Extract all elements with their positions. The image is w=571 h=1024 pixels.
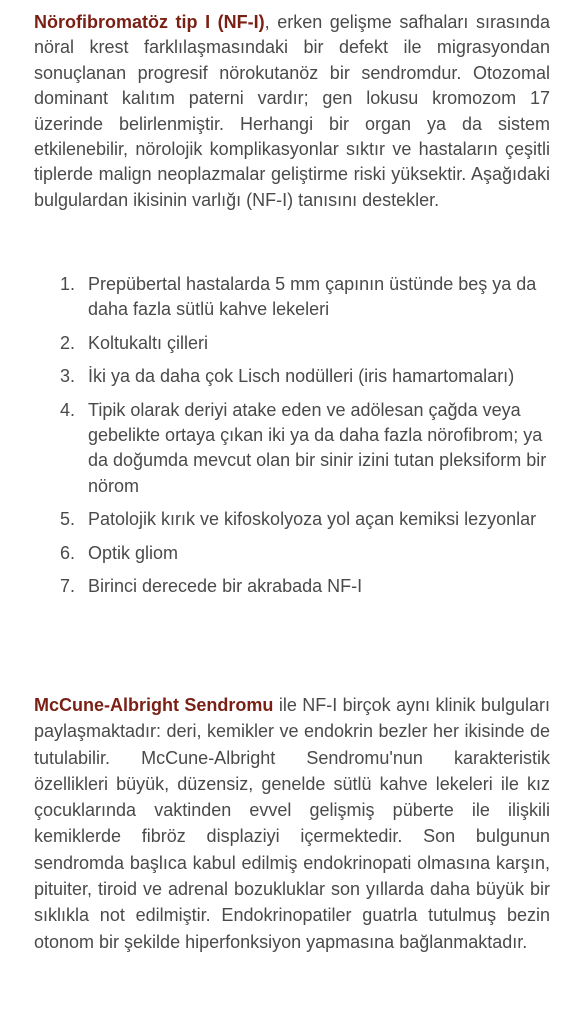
list-item	[60, 272, 552, 323]
list-text: Birinci derecede bir akrabada NF-I	[88, 576, 363, 597]
list-number: 3.	[60, 366, 76, 387]
list-item	[60, 331, 552, 356]
list-number: 6.	[60, 542, 76, 563]
nf1-heading: Nörofibromatöz tip I (NF-I)	[34, 12, 265, 32]
list-item	[60, 507, 552, 532]
nf1-intro-paragraph	[34, 10, 550, 213]
list-text: Optik gliom	[88, 542, 179, 563]
list-number: 7.	[60, 576, 76, 597]
list-text: Patolojik kırık ve kifoskolyoza yol açan kemiksi lezyonlar	[88, 509, 537, 530]
list-text: Koltukaltı çilleri	[88, 332, 209, 353]
list-item	[60, 574, 552, 599]
list-text: Tipik olarak deriyi atake eden ve adölesan çağda veya gebelikte ortaya çıkan iki ya da daha fazla nörofibrom; ya da doğumda mevcut olan bir sinir izini tutan pleksiform bir nörom	[88, 399, 547, 496]
list-item	[60, 364, 552, 389]
list-text: İki ya da daha çok Lisch nodülleri (iris hamartomaları)	[88, 366, 515, 387]
list-item	[60, 398, 552, 500]
list-number: 4.	[60, 399, 76, 420]
list-number: 5.	[60, 509, 76, 530]
mccune-albright-heading: McCune-Albright Sendromu	[34, 695, 274, 715]
list-text: Prepübertal hastalarda 5 mm çapının üstünde beş ya da daha fazla sütlü kahve lekeleri	[88, 274, 537, 320]
mccune-albright-text: ile NF-I birçok aynı klinik bulguları paylaşmaktadır: deri, kemikler ve endokrin bezler her ikisinde de tutulabilir. McCune-Albright Sendromu'nun karakteristik özellikleri büyük, düzensiz, genelde sütlü kahve lekeleri ile kız çocuklarında vaktinden evvel gelişmiş püberte ile ilişkili kemiklerde fibröz displaziyi içermektedir. Son bulgunun sendromda başlıca kabul edilmiş endokrinopati olmasına karşın, pituiter, tiroid ve adrenal bozukluklar son yıllarda daha büyük bir sıklıkla not edilmiştir. Endokrinopatiler guatrla tutulmuş bezin otonom bir şekilde hiperfonksiyon yapmasına bağlanmaktadır.	[34, 695, 550, 952]
list-item	[60, 541, 552, 566]
list-number: 2.	[60, 332, 76, 353]
list-number: 1.	[60, 274, 76, 294]
mccune-albright-paragraph	[34, 692, 550, 955]
nf1-intro-text: , erken gelişme safhaları sırasında nöral krest farklılaşmasındaki bir defekt ile migrasyondan sonuçlanan progresif nörokutanöz bir sendromdur. Otozomal dominant kalıtım paterni vardır; gen lokusu kromozom 17 üzerinde belirlenmiştir. Herhangi bir organ ya da sistem etkilenebilir, nörolojik komplikasyonlar sıktır ve hastaların çeşitli tiplerde malign neoplazmalar geliştirme riski yüksektir. Aşağıdaki bulgulardan ikisinin varlığı (NF-I) tanısını destekler.	[34, 12, 550, 210]
nf1-criteria-list	[60, 272, 552, 607]
